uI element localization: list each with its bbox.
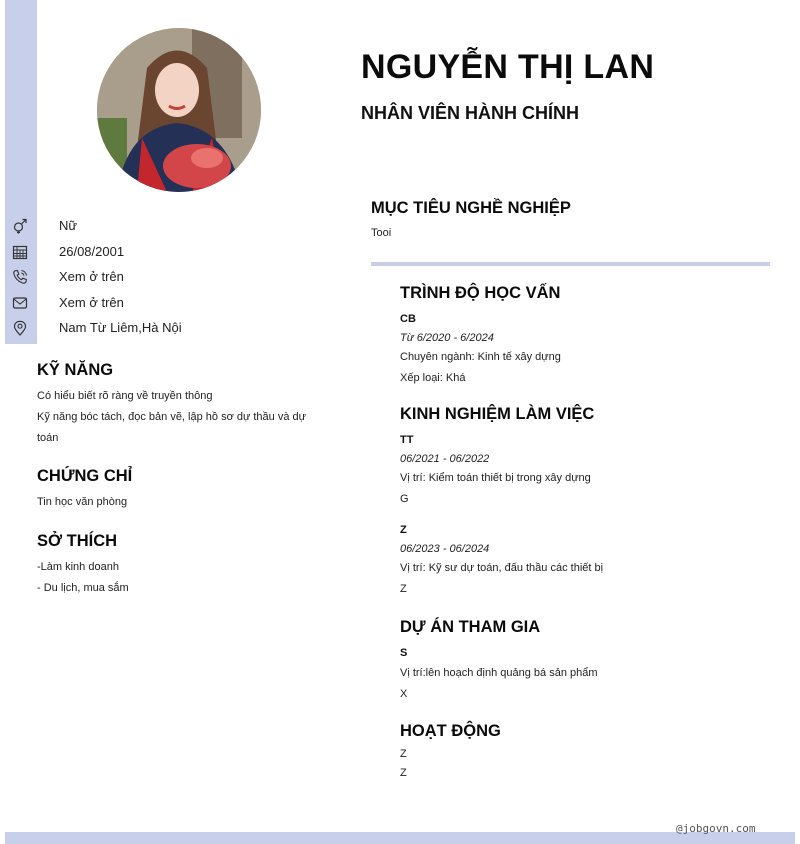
section-title: HOẠT ĐỘNG (400, 722, 501, 740)
education-date: Từ 6/2020 - 6/2024 (400, 332, 494, 344)
contact-row-phone (10, 266, 310, 292)
education-org: CB (400, 313, 416, 325)
section-title: TRÌNH ĐỘ HỌC VẤN (400, 284, 561, 302)
contact-row-birthday (10, 241, 310, 267)
education-section (400, 284, 760, 389)
experience-date: 06/2023 - 06/2024 (400, 543, 490, 555)
section-title: KINH NGHIỆM LÀM VIỆC (400, 405, 595, 423)
contact-email: Xem ở trên (59, 294, 124, 310)
objective-section (371, 199, 771, 244)
list-item: Có hiểu biết rõ ràng về truyền thông (37, 390, 213, 402)
watermark: @jobgovn.com (676, 822, 756, 835)
profile-photo (97, 28, 261, 192)
experience-org: TT (400, 434, 414, 446)
section-title: SỞ THÍCH (37, 532, 118, 550)
contact-birthday: 26/08/2001 (59, 243, 125, 259)
section-title: DỰ ÁN THAM GIA (400, 618, 541, 636)
project-org: S (400, 647, 408, 659)
skills-section (37, 361, 317, 449)
contact-phone: Xem ở trên (59, 269, 124, 284)
experience-section (400, 405, 760, 600)
experience-org: Z (400, 524, 407, 536)
candidate-name: NGUYỄN THỊ LAN (361, 48, 655, 86)
education-grade: Xếp loại: Khá (400, 372, 466, 384)
experience-role: Vị trí: Kỹ sư dự toán, đấu thầu các thiết bị (400, 562, 604, 574)
project-role: Vị trí:lên hoạch định quảng bá sản phẩm (400, 667, 598, 679)
section-title: MỤC TIÊU NGHỀ NGHIỆP (371, 199, 571, 217)
list-item: - Du lịch, mua sắm (37, 582, 129, 594)
contact-row-email (10, 292, 310, 318)
location-icon (12, 320, 28, 336)
job-title: NHÂN VIÊN HÀNH CHÍNH (361, 103, 580, 123)
list-item: -Làm kinh doanh (37, 561, 119, 573)
projects-section (400, 618, 760, 705)
experience-desc: G (400, 493, 409, 505)
hobbies-section (37, 532, 317, 599)
activities-section (400, 722, 760, 783)
contact-info (10, 215, 310, 343)
section-title: KỸ NĂNG (37, 361, 114, 379)
experience-item (400, 520, 760, 600)
experience-role: Vị trí: Kiểm toán thiết bị trong xây dựng (400, 472, 591, 484)
experience-desc: Z (400, 583, 407, 595)
experience-item (400, 430, 760, 510)
section-divider (371, 262, 770, 266)
list-item: Tin học văn phòng (37, 496, 128, 508)
certificates-section (37, 467, 317, 513)
experience-date: 06/2021 - 06/2022 (400, 453, 490, 465)
contact-gender: Nữ (59, 218, 78, 233)
phone-icon (12, 269, 28, 285)
contact-address: Nam Từ Liêm,Hà Nội (59, 320, 182, 335)
contact-row-gender (10, 215, 310, 241)
project-desc: X (400, 688, 408, 700)
section-title: CHỨNG CHỈ (37, 467, 133, 485)
list-item: Z (400, 748, 407, 760)
education-major: Chuyên ngành: Kinh tế xây dựng (400, 351, 561, 363)
contact-row-address (10, 317, 310, 343)
mail-icon (12, 295, 28, 311)
calendar-icon (12, 244, 28, 260)
gender-icon (12, 218, 28, 234)
objective-text: Tooi (371, 227, 392, 239)
list-item: Z (400, 767, 407, 779)
list-item: Kỹ năng bóc tách, đọc bản vẽ, lập hồ sơ dự thầu và dự toán (37, 411, 307, 444)
